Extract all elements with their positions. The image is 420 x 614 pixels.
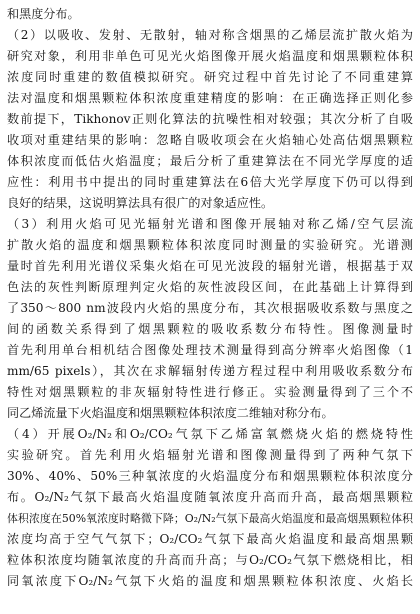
text-line: 间的函数关系得到了烟黑颗粒的吸收系数分布特性。图像测量时 [7,322,413,336]
text-line: （2）以吸收、发射、无散射，轴对称含烟黑的乙烯层流扩散火焰为 [7,28,413,42]
text-line: 同乙烯流量下火焰温度和烟黑颗粒体积浓度二维轴对称分布。 [7,406,334,420]
text-line: 收项对重建结果的影响：忽略自吸收项会在火焰轴心处高估烟黑颗粒 [7,133,413,147]
text-line: 体积浓度在50%氧浓度时略微下降；O₂/N₂气氛下最高火焰温度和最高烟黑颗粒体积 [7,512,413,525]
text-line: 布。O₂/N₂气氛下最高火焰温度随氧浓度升高而升高，最高烟黑颗粒 [7,490,413,504]
text-line: 实验研究。首先利用火焰辐射光谱和图像测量得到了两种气氛下 [7,448,413,462]
text-line: （3）利用火焰可见光辐射光谱和图像开展轴对称乙烯/空气层流 [7,217,413,231]
text-line: 量时首先利用光谱仪采集火焰在可见光波段的辐射光谱，根据基于双 [7,259,413,273]
text-line: 和黑度分布。 [7,7,80,21]
text-line: 30%、40%、50%三种氧浓度的火焰温度分布和烟黑颗粒体积浓度分 [7,469,413,483]
text-line: 色法的灰性判断原理判定火焰的灰性波段区间，在此基础上计算得到 [7,280,413,294]
text-line: 同氧浓度下O₂/N₂气氛下火焰的温度和烟黑颗粒体积浓度、火焰长 [7,574,413,588]
text-line: 粒体积浓度均随氧浓度的升高而升高；与O₂/CO₂气氛下燃烧相比，相 [7,553,413,567]
text-line: 良好的结果，这说明算法具有很广的对象适应性。 [7,196,274,210]
text-line: 首先利用单台相机结合图像处理技术测量得到高分辨率火焰图像（1 [7,343,413,357]
text-line: 浓度均高于空气气氛下；O₂/CO₂气氛下最高火焰温度和最高烟黑颗 [7,532,413,546]
text-line: 法对温度和烟黑颗粒体积浓度重建精度的影响：在正确选择正则化参 [7,91,413,105]
text-line: 特性对烟黑颗粒的非灰辐射特性进行修正。实验测量得到了三个不 [7,385,413,399]
text-line: 应性：利用书中提出的同时重建算法在6倍大光学厚度下仍可以得到 [7,175,413,189]
text-line: 研究对象，利用非单色可见光火焰图像开展火焰温度和烟黑颗粒体积 [7,49,413,63]
text-line: mm/65 pixels），其次在求解辐射传递方程过程中利用吸收系数分布 [7,364,413,378]
text-line: 体积浓度而低估火焰温度；最后分析了重建算法在不同光学厚度的适 [7,154,413,168]
text-line: 浓度同时重建的数值模拟研究。研究过程中首先讨论了不同重建算 [7,70,413,84]
text-line: 数前提下，Tikhonov正则化算法的抗噪性相对较强；其次分析了自吸 [7,112,413,126]
text-line: 了350～800 nm波段内火焰的黑度分布，其次根据吸收系数与黑度之 [7,301,413,315]
text-line: 扩散火焰的温度和烟黑颗粒体积浓度同时测量的实验研究。光谱测 [7,238,413,252]
text-line: （4）开展O₂/N₂和O₂/CO₂气氛下乙烯富氧燃烧火焰的燃烧特性 [7,427,413,441]
